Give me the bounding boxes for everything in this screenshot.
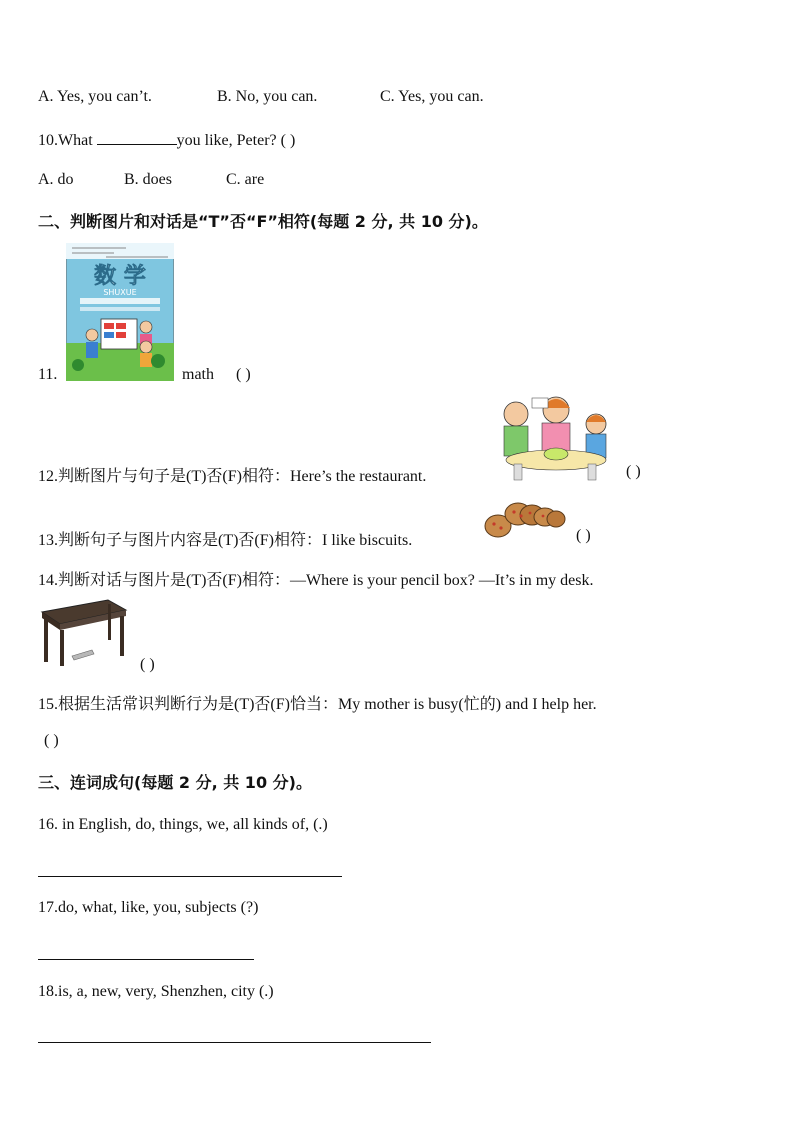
restaurant-picture bbox=[496, 392, 618, 482]
q10-suffix: you like, Peter? ( ) bbox=[176, 132, 296, 149]
book-title: 数 学 bbox=[94, 264, 146, 289]
q10-option-a: A. do bbox=[38, 171, 74, 188]
biscuits-picture bbox=[482, 500, 566, 542]
q12-answer-paren: ( ) bbox=[626, 463, 641, 480]
math-book-picture bbox=[66, 243, 174, 381]
q10-prefix: What bbox=[58, 132, 93, 149]
q10-option-c: C. are bbox=[226, 171, 265, 188]
q9-option-b: B. No, you can. bbox=[217, 88, 318, 105]
q11-word: math bbox=[182, 366, 214, 383]
q12-text: 12.判断图片与句子是(T)否(F)相符：Here’s the restaurant. bbox=[38, 468, 427, 485]
q13-text: 13.判断句子与图片内容是(T)否(F)相符：I like biscuits. bbox=[38, 532, 413, 549]
q17-text: 17.do, what, like, you, subjects (?) bbox=[38, 899, 259, 916]
q10-blank bbox=[97, 130, 177, 145]
q9-option-c: C. Yes, you can. bbox=[380, 88, 484, 105]
q11-number: 11. bbox=[38, 366, 58, 383]
book-subtitle: SHUXUE bbox=[103, 288, 137, 297]
q15-answer-paren: ( ) bbox=[44, 732, 59, 749]
q16-text: 16. in English, do, things, we, all kinds of, (.) bbox=[38, 816, 328, 833]
q11-answer-paren: ( ) bbox=[236, 366, 251, 383]
q9-option-a: A. Yes, you can’t. bbox=[38, 88, 152, 105]
q10-option-b: B. does bbox=[124, 171, 172, 188]
q10-number: 10. bbox=[38, 132, 58, 149]
q18-answer-line[interactable] bbox=[38, 1042, 431, 1043]
q10-question bbox=[38, 130, 295, 151]
q13-answer-paren: ( ) bbox=[576, 527, 591, 544]
q17-answer-line[interactable] bbox=[38, 959, 254, 960]
desk-picture bbox=[38, 598, 130, 668]
section-2-title: 二、判断图片和对话是“T”否“F”相符(每题 2 分, 共 10 分)。 bbox=[38, 212, 488, 231]
q14-text: 14.判断对话与图片是(T)否(F)相符：—Where is your pencil box? —It’s in my desk. bbox=[38, 572, 594, 589]
section-3-title: 三、连词成句(每题 2 分, 共 10 分)。 bbox=[38, 773, 312, 792]
q16-answer-line[interactable] bbox=[38, 876, 342, 877]
q18-text: 18.is, a, new, very, Shenzhen, city (.) bbox=[38, 983, 274, 1000]
q14-answer-paren: ( ) bbox=[140, 656, 155, 673]
q15-text: 15.根据生活常识判断行为是(T)否(F)恰当：My mother is busy(忙的) and I help her. bbox=[38, 696, 597, 713]
